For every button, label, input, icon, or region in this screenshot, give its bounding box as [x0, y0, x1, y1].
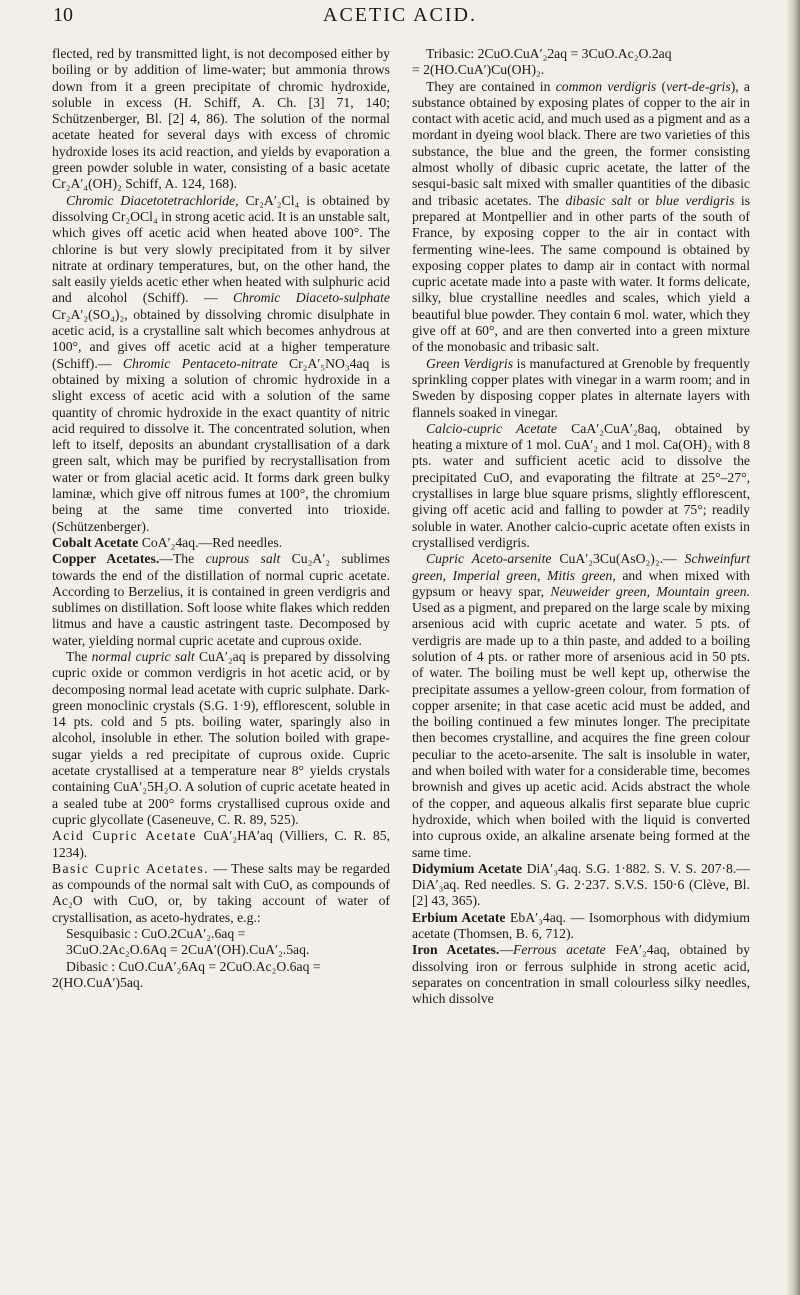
page-edge [786, 0, 800, 1295]
formula-line: Dibasic : CuO.CuA′₂6Aq = 2CuO.Ac₂O.6aq = [66, 958, 321, 974]
entry-didymium-acetate: Didymium Acetate DiA′₃4aq. S.G. 1·882. S. V. S. 207·8.—DiA′₃aq. Red needles. S. G. 2·237. S.V.S. 150·6 (Clève, Bl. [2] 43, 365). [412, 860, 750, 909]
entry-basic-cupric-acetates: Basic Cupric Acetates. — These salts may be regarded as compounds of the normal salt with CuO, as compounds of Ac₂O with CuO, or, by taking account of water of crystallisation, as aceto-hydrates, e.g.: [52, 860, 390, 925]
formula-line: 2(HO.CuA′)5aq. [52, 974, 144, 990]
paragraph: flected, red by transmitted light, is not decomposed either by boiling or by addition of lime-water; but ammonia throws down from it a green precipitate of chromic hydroxide, soluble in excess (H. Schiff, A. Ch. [3] 71, 140; Schützenberger, Bl. [2] 4, 86). The solution of the normal acetate heated for several days with excess of chromic hydroxide loses its acid reaction, and yields by evaporation a green powder soluble in water, consisting of a basic acetate Cr₂A′₄(OH)₂ Schiff, A. 124, 168). [52, 46, 390, 192]
page-number: 10 [53, 4, 73, 26]
formula-line: 3CuO.2Ac₂O.6Aq = 2CuA′(OH).CuA′₂.5aq. [66, 942, 310, 958]
paragraph: The normal cupric salt CuA′₂aq is prepared by dissolving cupric oxide or common verdigris in hot acetic acid, or by decomposing normal lead acetate with cupric sulphate. Dark-green monoclinic crystals (S.G. 1·9), efflorescent, soluble in 14 pts. cold and 5 pts. boiling water, sparingly also in alcohol, insoluble in ether. The solution boiled with grape-sugar yields a red precipitate of cuprous oxide. Cupric acetate crystallised at a temperature near 8° yields crystals containing CuA′₂5H₂O. A solution of cupric acetate heated in a sealed tube at 200° forms crystallised cuprous oxide and cupric glycollate (Caseneuve, C. R. 89, 525). [52, 648, 391, 827]
left-column [52, 46, 390, 991]
entry-cobalt-acetate: Cobalt Acetate CoA′₂4aq.—Red needles. [52, 534, 283, 550]
entry-erbium-acetate: Erbium Acetate EbA′₃4aq. — Isomorphous with didymium acetate (Thomsen, B. 6, 712). [412, 909, 750, 942]
page-header [0, 4, 800, 32]
entry-acid-cupric-acetate: Acid Cupric Acetate CuA′₂HA′aq (Villiers, C. R. 85, 1234). [52, 828, 390, 860]
entry-iron-acetates: Iron Acetates.—Ferrous acetate FeA′₂4aq, obtained by dissolving iron or ferrous sulphide in strong acetic acid, separates on concentration in small colourless silky needles, which dissolve [412, 942, 750, 1007]
formula-line: = 2(HO.CuA′)Cu(OH)₂. [412, 62, 545, 78]
paragraph: Cupric Aceto-arsenite CuA′₂3Cu(AsO₂)₂.— Schweinfurt green, Imperial green, Mitis green, and when mixed with gypsum or heavy spar, Neuweider green, Mountain green. Used as a pigment, and prepared on the large scale by mixing arsenious acid with cupric acetate and water. 5 pts. of verdigris are made up to a thin paste, and added to a boiling solution of 4 pts. or rather more of arsenious acid in 50 pts. of water. The boiling must be well kept up, otherwise the precipitate assumes a yellow-green colour, from formation of copper arsenite; in that case acetic acid must be added, and the boiling continued a few minutes longer. The precipitate then becomes crystalline, and acquires the fine green colour peculiar to the aceto-arsenite. The salt is insoluble in water, and when boiled with water for a considerable time, becomes brownish and gives up acetic acid. Acids abstract the whole of the copper, and aqueous alkalis first separate blue cupric hydroxide, which when boiled with the liquid is converted into cuprous oxide, an alkaline arsenate being formed at the same time. [412, 551, 751, 860]
formula-line: Sesquibasic : CuO.2CuA′₂.6aq = [66, 926, 246, 942]
paragraph: They are contained in common verdigris (vert-de-gris), a substance obtained by exposing plates of copper to the air in contact with acetic acid, and much used as a pigment and as a mordant in dyeing wool black. There are two varieties of this substance, the blue and the green, the former consisting almost wholly of dibasic cupric acetate, the latter of the sesqui-basic salt mixed with smaller quantities of the dibasic and tribasic acetates. The dibasic salt or blue verdigris is prepared at Montpellier and in other parts of the south of France, by exposing copper to the air in contact with fermenting wine-lees. The same compound is obtained by exposing copper plates to damp air in contact with normal cupric acetate made into a paste with water. It forms delicate, silky, blue crystalline needles and scales, which yield a beautiful blue powder. They contain 6 mol. water, which they give off at 60°, and are then converted into a green mixture of the monobasic and tribasic salt. [412, 78, 750, 355]
paragraph: Green Verdigris is manufactured at Grenoble by frequently sprinkling copper plates with vinegar in a warm room; and in Sweden by disposing copper plates in alternate layers with flannels soaked in vinegar. [412, 355, 750, 420]
paragraph: Calcio-cupric Acetate CaA′₂CuA′₂8aq, obtained by heating a mixture of 1 mol. CuA′₂ and 1 mol. Ca(OH)₂ with 8 pts. water and sufficient acetic acid to dissolve the precipitated CuO, and evaporating the filtrate at 25°–27°, crystallises in large blue square prisms, slightly efflorescent, giving off acetic acid and falling to powder at 75°; readily soluble in water. Another calcio-cupric acetate often exists in crystallised verdigris. [412, 420, 751, 550]
paragraph: Chromic Diacetotetrachloride, Cr₂A′₂Cl₄ is obtained by dissolving Cr₂OCl₄ in strong acetic acid. It is an unstable salt, which gives off acetic acid when heated above 100°. The chlorine is but very slowly precipitated from it by silver nitrate at ordinary temperatures, but, on the other hand, the salt easily yields acetic ether when heated with sulphuric acid and alcohol (Schiff). — Chromic Diaceto-sulphate Cr₂A′₂(SO₄)₂, obtained by dissolving chromic disulphate in acetic acid, is a crystalline salt which becomes anhydrous at 100°, and gives off acetic acid at a higher temperature (Schiff).— Chromic Pentaceto-nitrate Cr₂A′₅NO₃4aq is obtained by mixing a solution of chromic hydroxide in a slight excess of acetic acid with a solution of the same quantity of chromic hydroxide in the exact quantity of nitric acid required to dissolve it. The concentrated solution, when left to itself, deposits an abundant crystallisation of a dark green salt, which may be purified by recrystallisation from water or from glacial acetic acid. It forms dark green bulky laminæ, which give off nitrous fumes at 100°, the chromium being at the same time converted into trioxide. (Schützenberger). [52, 192, 390, 534]
running-head: ACETIC ACID. [323, 4, 477, 26]
entry-copper-acetates: Copper Acetates.—The cuprous salt Cu₂A′₂ sublimes towards the end of the distillation of normal cupric acetate. According to Berzelius, it is contained in green verdigris and sublimes on distillation. Soft loose white flakes which redden litmus and have a caustic astringent taste. Decomposed by water, yielding normal cupric acetate and cuprous oxide. [52, 551, 390, 648]
formula-line: Tribasic: 2CuO.CuA′₂2aq = 3CuO.Ac₂O.2aq [426, 46, 672, 61]
right-column [412, 46, 750, 1008]
